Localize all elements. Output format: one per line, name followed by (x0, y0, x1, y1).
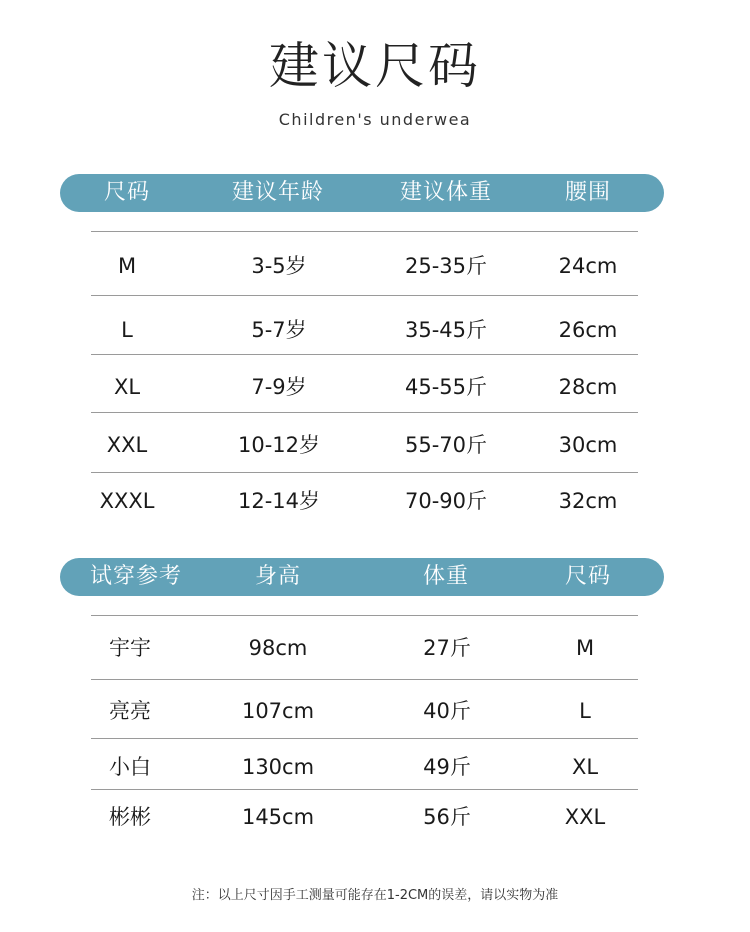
header-weight: 体重 (422, 564, 470, 589)
cell-size: M (117, 254, 137, 278)
cell-height: 130cm (241, 755, 315, 779)
divider (91, 295, 638, 296)
header-waist: 腰围 (564, 180, 612, 205)
cell-age: 3-5岁 (251, 254, 307, 278)
divider (91, 412, 638, 413)
cell-height: 98cm (248, 636, 308, 660)
header-size: 尺码 (103, 180, 151, 205)
cell-size: XL (571, 755, 599, 779)
cell-size: L (121, 318, 133, 342)
cell-waist: 26cm (558, 318, 618, 342)
cell-height: 145cm (241, 805, 315, 829)
cell-size: XXL (106, 433, 148, 457)
divider (91, 354, 638, 355)
cell-weight: 35-45斤 (404, 318, 488, 342)
try-table-header (60, 558, 664, 596)
divider (91, 472, 638, 473)
cell-weight: 56斤 (423, 805, 471, 829)
header-tester: 试穿参考 (89, 564, 183, 589)
cell-size: L (579, 699, 591, 723)
cell-tester: 彬彬 (109, 805, 151, 829)
cell-tester: 宇宇 (109, 636, 151, 660)
cell-weight: 49斤 (423, 755, 471, 779)
divider (91, 231, 638, 232)
cell-size: M (575, 636, 595, 660)
cell-size: XXL (564, 805, 606, 829)
cell-weight: 55-70斤 (404, 433, 488, 457)
divider (91, 789, 638, 790)
divider (91, 738, 638, 739)
cell-height: 107cm (241, 699, 315, 723)
header-height: 身高 (254, 564, 302, 589)
cell-size: XL (113, 375, 141, 399)
cell-tester: 小白 (109, 755, 151, 779)
cell-weight: 40斤 (423, 699, 471, 723)
measurement-note: 注：以上尺寸因手工测量可能存在1-2CM的误差，请以实物为准 (191, 888, 559, 903)
cell-waist: 32cm (558, 489, 618, 513)
page-title: 建议尺码 (269, 37, 481, 95)
size-table-header (60, 174, 664, 212)
header-age: 建议年龄 (231, 180, 325, 205)
page-subtitle: Children's underwea (278, 110, 472, 129)
cell-weight: 70-90斤 (404, 489, 488, 513)
cell-weight: 45-55斤 (404, 375, 488, 399)
cell-waist: 24cm (558, 254, 618, 278)
cell-age: 7-9岁 (251, 375, 307, 399)
cell-weight: 27斤 (423, 636, 471, 660)
cell-tester: 亮亮 (109, 699, 151, 723)
cell-age: 12-14岁 (237, 489, 321, 513)
cell-size: XXXL (99, 489, 155, 513)
divider (91, 615, 638, 616)
cell-age: 10-12岁 (237, 433, 321, 457)
cell-waist: 28cm (558, 375, 618, 399)
header-size: 尺码 (564, 564, 612, 589)
header-weight: 建议体重 (399, 180, 493, 205)
cell-age: 5-7岁 (251, 318, 307, 342)
cell-waist: 30cm (558, 433, 618, 457)
divider (91, 679, 638, 680)
cell-weight: 25-35斤 (404, 254, 488, 278)
